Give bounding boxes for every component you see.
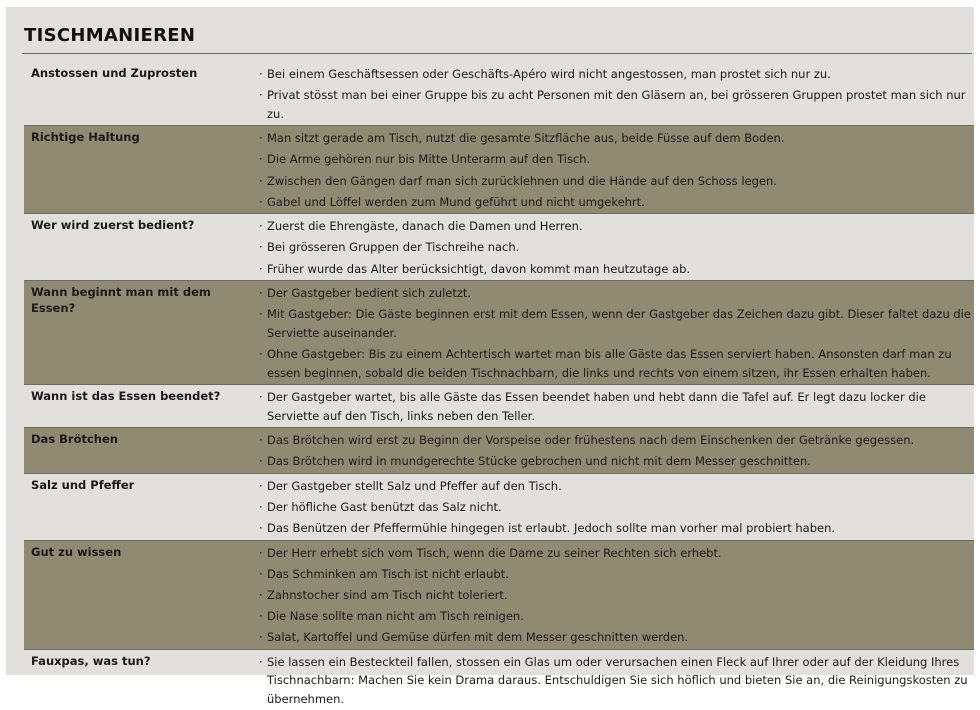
bullet-mark: · [259,566,263,581]
row-label: Anstossen und Zuprosten [31,66,198,80]
bullet-mark: · [259,521,263,536]
list-item [259,238,974,257]
page-title: TISCHMANIEREN [24,25,196,46]
row-items [259,650,974,710]
etiquette-table [24,62,974,710]
bullet-mark: · [259,67,263,81]
table-row [24,385,974,428]
item-text: Der Gastgeber wartet, bis alle Gäste das Essen beendet haben und hebt dann die Tafel auf. Er legt dazu locker die Serviette auf den Tisch, links neben den Teller. [267,390,926,423]
list-item [259,86,974,123]
item-text: Ohne Gastgeber: Bis zu einem Achtertisch wartet man bis alle Gäste das Essen serviert haben. Ansonsten darf man zu essen beginnen, sobald die beiden Tischnachbarn, die links und rechts von einem sitzen, ihr Essen erhalten haben. [267,347,952,380]
bullet-mark: · [259,630,263,645]
row-items [259,474,974,540]
bullet-mark: · [259,194,263,209]
bullet-mark: · [259,478,263,493]
item-text: Der höfliche Gast benützt das Salz nicht. [267,499,502,514]
list-item [259,607,974,626]
row-label: Richtige Haltung [31,130,140,145]
item-text: Der Gastgeber stellt Salz und Pfeffer auf den Tisch. [267,478,562,493]
bullet-mark: · [259,261,263,276]
list-item [259,345,974,382]
item-text: Die Arme gehören nur bis Mitte Unterarm auf den Tisch. [267,152,591,167]
bullet-mark: · [259,88,263,103]
bullet-mark: · [259,240,263,255]
table-row [24,650,974,710]
list-item [259,65,974,84]
list-item [259,565,974,584]
list-item [259,129,974,148]
item-text: Der Herr erhebt sich vom Tisch, wenn die Dame zu seiner Rechten sich erhebt. [267,545,722,560]
bullet-mark: · [259,654,263,669]
list-item [259,628,974,647]
list-item [259,172,974,191]
bullet-mark: · [259,307,263,322]
row-items [259,62,974,125]
item-text: Mit Gastgeber: Die Gäste beginnen erst mit dem Essen, wenn der Gastgeber das Zeichen dazu gibt. Dieser faltet dazu die Serviette auseinander. [267,307,971,340]
item-text: Man sitzt gerade am Tisch, nutzt die gesamte Sitzfläche aus, beide Füsse auf dem Boden. [267,131,785,146]
bullet-mark: · [259,131,263,146]
bullet-mark: · [259,499,263,514]
row-label: Gut zu wissen [31,544,122,559]
item-text: Sie lassen ein Besteckteil fallen, stossen ein Glas um oder verursachen einen Fleck auf Ihrer oder auf der Kleidung Ihres Tischnachbarn: Machen Sie kein Drama daraus. Entschuldigen Sie sich höflich und bieten Sie an, die Reinigungskosten zu übernehmen. [267,654,968,706]
row-items [259,214,974,280]
table-row [24,214,974,281]
title-divider [22,53,972,54]
table-row [24,428,974,474]
item-text: Privat stösst man bei einer Gruppe bis zu acht Personen mit den Gläsern an, bei grösseren Gruppen prostet man sich nur zu. [267,88,966,121]
row-label: Wer wird zuerst bedient? [31,218,195,233]
list-item [259,388,974,425]
table-row [24,474,974,541]
row-items [259,541,974,649]
list-item [259,260,974,279]
list-item [259,193,974,212]
item-text: Früher wurde das Alter berücksichtigt, davon kommt man heutzutage ab. [267,261,691,276]
list-item [259,498,974,517]
bullet-mark: · [259,219,263,234]
bullet-mark: · [259,433,263,447]
item-text: Das Benützen der Pfeffermühle hingegen ist erlaubt. Jedoch sollte man vorher mal probiert haben. [267,521,836,536]
table-row [24,62,974,126]
bullet-mark: · [259,347,263,361]
table-row [24,126,974,214]
list-item [259,586,974,605]
item-text: Zuerst die Ehrengäste, danach die Damen und Herren. [267,219,583,234]
row-items [259,281,974,384]
item-text: Das Brötchen wird erst zu Beginn der Vorspeise oder frühestens nach dem Einschenken der Getränke gegessen. [267,433,915,447]
list-item [259,305,974,342]
bullet-mark: · [259,173,263,188]
list-item [259,477,974,496]
table-row [24,541,974,650]
bullet-mark: · [259,454,263,469]
item-text: Zahnstocher sind am Tisch nicht toleriert. [267,587,508,602]
list-item [259,150,974,169]
bullet-mark: · [259,390,263,404]
row-label: Wann beginnt man mit dem Essen? [31,285,211,316]
list-item [259,544,974,563]
item-text: Der Gastgeber bedient sich zuletzt. [267,286,472,301]
list-item [259,217,974,236]
table-row [24,281,974,385]
bullet-mark: · [259,286,263,301]
item-text: Die Nase sollte man nicht am Tisch reinigen. [267,609,524,624]
list-item [259,519,974,538]
item-text: Gabel und Löffel werden zum Mund geführt und nicht umgekehrt. [267,194,645,209]
row-items [259,385,974,427]
row-items [259,428,974,473]
etiquette-card [6,7,974,706]
item-text: Salat, Kartoffel und Gemüse dürfen mit dem Messer geschnitten werden. [267,630,689,645]
row-label: Wann ist das Essen beendet? [31,389,221,403]
item-text: Bei einem Geschäftsessen oder Geschäfts-Apéro wird nicht angestossen, man prostet sich nur zu. [267,67,831,81]
list-item [259,431,974,450]
item-text: Das Schminken am Tisch ist nicht erlaubt. [267,566,509,581]
item-text: Zwischen den Gängen darf man sich zurücklehnen und die Hände auf den Schoss legen. [267,173,777,188]
bullet-mark: · [259,587,263,602]
bullet-mark: · [259,545,263,560]
bullet-mark: · [259,609,263,624]
list-item [259,284,974,303]
row-label: Fauxpas, was tun? [31,653,151,668]
item-text: Bei grösseren Gruppen der Tischreihe nach. [267,240,520,255]
item-text: Das Brötchen wird in mundgerechte Stücke gebrochen und nicht mit dem Messer geschnitten. [267,454,811,469]
bullet-mark: · [259,152,263,167]
list-item [259,452,974,471]
row-label: Salz und Pfeffer [31,477,135,492]
row-items [259,126,974,213]
row-label: Das Brötchen [31,432,118,446]
